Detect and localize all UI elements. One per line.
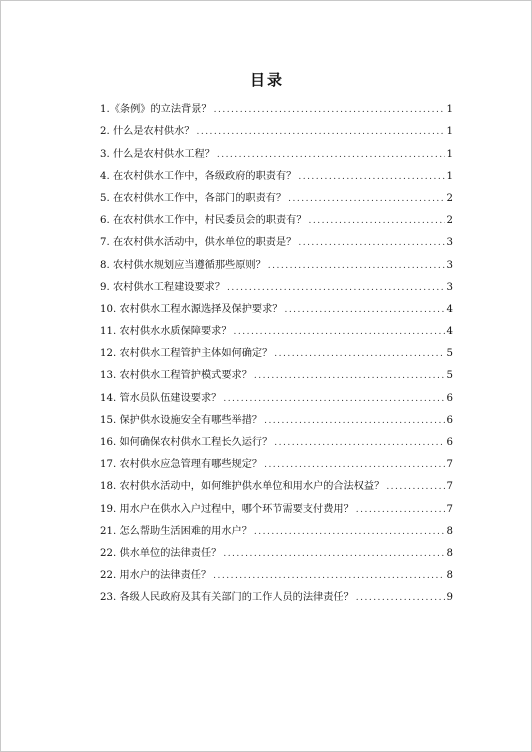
toc-page-number: 8 <box>446 547 453 559</box>
toc-page-number: 7 <box>446 481 453 493</box>
toc-dot-leader <box>217 149 445 161</box>
toc-entry[interactable] <box>100 493 453 515</box>
toc-page-number: 8 <box>446 525 453 537</box>
toc-page-number: 5 <box>446 348 453 360</box>
toc-page-number: 1 <box>446 126 453 138</box>
toc-entry-text: 6. 在农村供水工作中，村民委员会的职责有？ <box>100 215 307 227</box>
toc-entry[interactable] <box>100 360 453 382</box>
toc-page-number: 1 <box>446 170 453 182</box>
toc-dot-leader <box>254 370 445 382</box>
table-of-contents <box>100 94 453 604</box>
toc-dot-leader <box>268 260 445 272</box>
toc-dot-leader <box>223 393 444 405</box>
toc-entry-text: 3. 什么是农村供水工程？ <box>100 148 215 160</box>
toc-entry[interactable] <box>100 116 453 138</box>
toc-page-number: 1 <box>446 104 453 116</box>
toc-entry[interactable] <box>100 449 453 471</box>
toc-dot-leader <box>298 171 444 183</box>
toc-dot-leader <box>264 459 444 471</box>
toc-page-number: 4 <box>446 326 453 338</box>
toc-entry-text: 22. 供水单位的法律责任？ <box>100 547 222 559</box>
toc-entry-text: 11. 农村供水水质保障要求？ <box>100 326 232 338</box>
toc-entry-text: 4. 在农村供水工作中，各级政府的职责有？ <box>100 170 297 182</box>
toc-dot-leader <box>254 526 445 538</box>
toc-entry-text: 18. 农村供水活动中，如何维护供水单位和用水户的合法权益？ <box>100 481 385 493</box>
toc-page-number: 2 <box>446 192 453 204</box>
toc-page-number: 6 <box>446 414 453 426</box>
toc-entry[interactable] <box>100 538 453 560</box>
toc-page-number: 6 <box>446 437 453 448</box>
toc-entry-text: 15. 保护供水设施安全有哪些举措？ <box>100 414 263 426</box>
toc-entry[interactable] <box>100 249 453 271</box>
toc-entry-text: 17. 农村供水应急管理有哪些规定？ <box>100 459 263 471</box>
toc-page-number: 1 <box>446 148 453 160</box>
toc-dot-leader <box>356 592 445 604</box>
toc-dot-leader <box>264 415 444 427</box>
toc-entry-text: 19. 用水户在供水入户过程中，哪个环节需要支付费用？ <box>100 503 354 515</box>
toc-page-number: 3 <box>446 237 453 249</box>
toc-dot-leader <box>223 548 444 560</box>
toc-entry[interactable] <box>100 560 453 582</box>
toc-entry-text: 8. 农村供水规划应当遵循那些原则？ <box>100 259 266 271</box>
toc-entry-text: 1.《条例》的立法背景？ <box>100 104 212 116</box>
toc-entry-text: 23. 各级人民政府及其有关部门的工作人员的法律责任？ <box>100 592 354 604</box>
toc-entry-text: 13. 农村供水工程管护模式要求？ <box>100 370 252 382</box>
toc-page-number: 2 <box>446 215 453 227</box>
toc-entry-text: 9. 农村供水工程建设要求？ <box>100 281 226 293</box>
toc-entry[interactable] <box>100 183 453 205</box>
toc-entry[interactable] <box>100 94 453 116</box>
toc-dot-leader <box>234 326 445 338</box>
toc-dot-leader <box>274 437 444 449</box>
toc-entry[interactable] <box>100 161 453 183</box>
toc-entry[interactable] <box>100 427 453 449</box>
toc-dot-leader <box>298 237 444 249</box>
toc-entry[interactable] <box>100 582 453 604</box>
toc-dot-leader <box>386 481 444 493</box>
toc-entry-text: 5. 在农村供水工作中，各部门的职责有？ <box>100 192 287 204</box>
toc-entry[interactable] <box>100 227 453 249</box>
toc-entry-text: 10. 农村供水工程水源选择及保护要求？ <box>100 303 283 315</box>
toc-page-number: 3 <box>446 259 453 271</box>
toc-entry[interactable] <box>100 294 453 316</box>
toc-entry[interactable] <box>100 471 453 493</box>
toc-entry-text: 14. 管水员队伍建设要求？ <box>100 392 222 404</box>
toc-page-number: 9 <box>446 592 453 604</box>
toc-entry-text: 16. 如何确保农村供水工程长久运行？ <box>100 437 273 448</box>
toc-dot-leader <box>227 282 444 294</box>
toc-entry[interactable] <box>100 205 453 227</box>
toc-entry-text: 21. 怎么帮助生活困难的用水户？ <box>100 525 252 537</box>
toc-entry-text: 7. 在农村供水活动中，供水单位的职责是？ <box>100 237 297 249</box>
toc-dot-leader <box>356 504 445 516</box>
toc-dot-leader <box>274 348 444 360</box>
toc-entry-text: 12. 农村供水工程管护主体如何确定？ <box>100 348 273 360</box>
toc-page-number: 7 <box>446 503 453 515</box>
toc-page-number: 4 <box>446 303 453 315</box>
toc-dot-leader <box>309 215 445 227</box>
toc-entry[interactable] <box>100 516 453 538</box>
toc-page-number: 6 <box>446 392 453 404</box>
toc-title: 目录 <box>249 71 284 89</box>
toc-dot-leader <box>214 104 445 116</box>
toc-entry[interactable] <box>100 405 453 427</box>
toc-page-number: 7 <box>446 459 453 471</box>
toc-entry[interactable] <box>100 138 453 160</box>
toc-dot-leader <box>213 570 444 582</box>
toc-entry[interactable] <box>100 316 453 338</box>
toc-entry[interactable] <box>100 338 453 360</box>
toc-page-number: 5 <box>446 370 453 382</box>
toc-page-number: 8 <box>446 570 453 582</box>
toc-dot-leader <box>288 193 444 205</box>
toc-entry-text: 22. 用水户的法律责任？ <box>100 570 212 582</box>
toc-dot-leader <box>284 304 444 316</box>
toc-page-number: 3 <box>446 281 453 293</box>
toc-entry[interactable] <box>100 382 453 404</box>
toc-entry[interactable] <box>100 272 453 294</box>
toc-dot-leader <box>196 126 444 138</box>
toc-entry-text: 2. 什么是农村供水？ <box>100 126 195 138</box>
